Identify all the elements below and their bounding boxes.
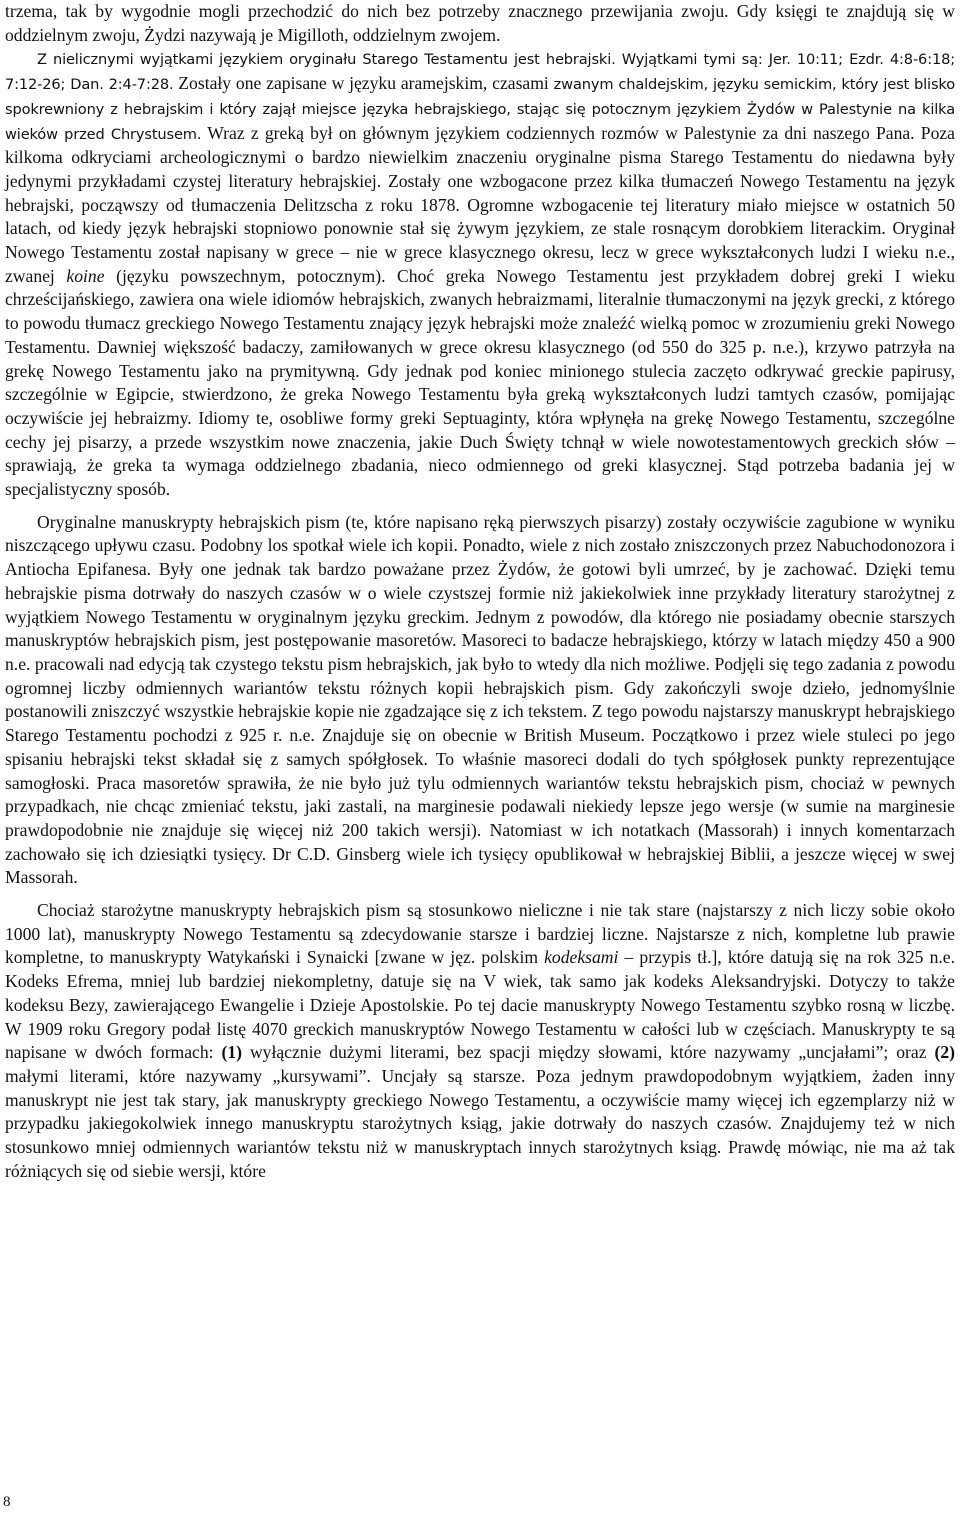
text-segment: (2) [934,1042,955,1063]
text-segment: kodeksami [544,947,619,968]
text-segment: koine [66,265,105,286]
body-text [5,0,955,1183]
text-segment: trzema, tak by wygodnie mogli przechodzić do nich bez potrzeby znacznego przewijania zwoju. Gdy księgi te znajdują się w oddzielnym zwoju, Żydzi nazywają je Migilloth, oddzielnym zwojem. [5,1,955,45]
paragraph [5,47,955,501]
text-segment: małymi literami, które nazywamy „kursywami”. Uncjały są starsze. Poza jednym prawdopodobnym wyjątkiem, żaden inny manuskrypt nie jest tak stary, jak manuskrypty greckiego Nowego Testamentu, a oczywiście mamy więcej ich egzemplarzy niż w przypadku jakiegokolwiek innego manuskryptu starożytnych ksiąg, jakie dotrwały do naszych czasów. Znajdujemy też w nich stosunkowo mniej odmiennych wariantów tekstu niż w manuskryptach innych starożytnych ksiąg. Prawdę mówiąc, nie ma aż tak różniących się od siebie wersji, które [5,1065,955,1181]
paragraph [5,899,955,1183]
paragraph [5,0,955,47]
text-segment: – przypis tł.], które datują się na rok 325 n.e. Kodeks Efrema, mniej lub bardziej niekompletny, datuje się na V wiek, tak samo jak kodeks Aleksandryjski. Dotyczy to także kodeksu Bezy, zawierającego Ewangelie i Dzieje Apostolskie. Po tej dacie manuskrypty Nowego Testamentu szybko rosną w liczbę. W 1909 roku Gregory podał listę 4070 greckich manuskryptów Nowego Testamentu w całości lub w częściach. Manuskrypty te są napisane w dwóch formach: [5,947,955,1063]
text-segment: Oryginalne manuskrypty hebrajskich pism (te, które napisano ręką pierwszych pisarzy) zostały oczywiście zagubione w wyniku niszczącego upływu czasu. Podobny los spotkał wiele ich kopii. Ponadto, wiele z nich zostało zniszczonych przez Nabuchodonozora i Antiocha Epifanesa. Były one jednak tak bardzo poważane przez Żydów, że gotowi byli umrzeć, by je zachować. Dzięki temu hebrajskie pisma dotrwały do naszych czasów w o wiele czystszej formie niż jakiekolwiek inne przykłady literatury starożytnej z wyjątkiem Nowego Testamentu w oryginalnym języku greckim. Jednym z powodów, dla którego nie posiadamy obecnie starszych manuskryptów hebrajskich pism, jest postępowanie masoretów. Masoreci to badacze hebrajskiego, którzy w latach między 450 a 900 n.e. pracowali nad edycją tak czystego tekstu pism hebrajskich, jak było to wtedy dla nich możliwe. Podjęli się tego zadania z powodu ogromnej liczby odmiennych wariantów tekstu różnych kopii hebrajskich pism. Gdy zakończyli swoje dzieło, jednomyślnie postanowili zniszczyć wszystkie hebrajskie kopie nie zgadzające się z ich tekstem. Z tego powodu najstarszy manuskrypt hebrajskiego Starego Testamentu pochodzi z 925 r. n.e. Znajduje się on obecnie w British Museum. Początkowo i przez wiele stuleci po jego spisaniu hebrajski tekst składał się z samych spółgłosek. To właśnie masoreci dodali do tych spółgłosek punkty reprezentujące samogłoski. Praca masoretów sprawiła, że nie było już tylu odmiennych wariantów tekstu hebrajskich pism, chociaż w pewnych przypadkach, nie chcąc zmieniać tekstu, jaki zastali, na marginesie podawali niekiedy lepsze jego wersje (w sumie na marginesie prawdopodobnie nie znajduje się więcej niż 200 takich wersji). Natomiast w ich notatkach (Massorah) i innych komentarzach zachowało się ich dziesiątki tysięcy. Dr C.D. Ginsberg wiele ich tysięcy opublikował w hebrajskiej Biblii, a jeszcze więcej w swej Massorah. [5,511,955,888]
text-segment: (1) [221,1042,243,1063]
text-segment: zwanym chaldejskim, języku semickim, który jest blisko spokrewniony z hebrajskim i który zajął miejsce języka hebrajskiego, stając się potocznym językiem Żydów w Palestynie na kilka wieków przed Chrystusem. [5,76,955,143]
text-segment: Z nielicznymi wyjątkami językiem oryginału Starego Testamentu jest hebrajski. Wyjątkami tymi są: Jer. 10:11; Ezdr. 4:8-6:18; 7:12-26; Dan. 2:4-7:28. [5,51,955,94]
text-segment: Zostały one zapisane w języku aramejskim, czasami [173,73,554,94]
paragraph [5,511,955,890]
text-segment: Wraz z greką był on głównym językiem codziennych rozmów w Palestynie za dni naszego Pana. Poza kilkoma odkryciami archeologicznymi o bardzo niewielkim znaczeniu oryginalne pisma Starego Testamentu do niedawna były jedynymi przykładami czystej literatury hebrajskiej. Zostały one wzbogacone przez kilka tłumaczeń Nowego Testamentu na język hebrajski, począwszy od tłumaczenia Delitzscha z roku 1878. Ogromne wzbogacenie tej literatury miało miejsce w ostatnich 50 latach, od kiedy język hebrajski stopniowo ponownie stał się żywym językiem, ze stale rosnącym dorobkiem literackim. Oryginał Nowego Testamentu został napisany w grece – nie w grece klasycznego okresu, lecz w grece wykształconych ludzi I wieku n.e., zwanej [5,122,955,286]
text-segment: (języku powszechnym, potocznym). Choć greka Nowego Testamentu jest przykładem dobrej greki I wieku chrześcijańskiego, zawiera ona wiele idiomów hebrajskich, zwanych hebraizmami, literalnie tłumaczonymi na język grecki, z którego to powodu tłumacz greckiego Nowego Testamentu znający język hebrajski może znaleźć wielką pomoc w zrozumieniu greki Nowego Testamentu. Dawniej większość badaczy, zamiłowanych w grece okresu klasycznego (od 550 do 325 p. n.e.), krzywo patrzyła na grekę Nowego Testamentu jako na prymitywną. Gdy jednak pod koniec minionego stulecia zaczęto odkrywać greckie papirusy, szczególnie w Egipcie, stwierdzono, że greka Nowego Testamentu była greką wykształconych ludzi tamtych czasów, pomijając oczywiście jej hebraizmy. Idiomy te, osobliwe formy greki Septuaginty, która wpłynęła na grekę Nowego Testamentu, szczególne cechy jej pisarzy, a przede wszystkim nowe znaczenia, jakie Duch Święty tchnął w wiele nowotestamentowych greckich słów – sprawiają, że greka ta wymaga oddzielnego zbadania, nieco odmiennego od greki klasycznej. Stąd potrzeba badania jej w specjalistyczny sposób. [5,265,956,500]
page-number: 8 [3,1494,11,1510]
text-segment: wyłącznie dużymi literami, bez spacji między słowami, które nazywamy „uncjałami”; oraz [242,1042,935,1063]
text-segment: Chociaż starożytne manuskrypty hebrajskich pism są stosunkowo nieliczne i nie tak stare (najstarszy z nich liczy sobie około 1000 lat), manuskrypty Nowego Testamentu są zdecydowanie starsze i bardziej liczne. Najstarsze z nich, kompletne lub prawie kompletne, to manuskrypty Watykański i Synaicki [zwane w jęz. polskim [5,900,955,968]
